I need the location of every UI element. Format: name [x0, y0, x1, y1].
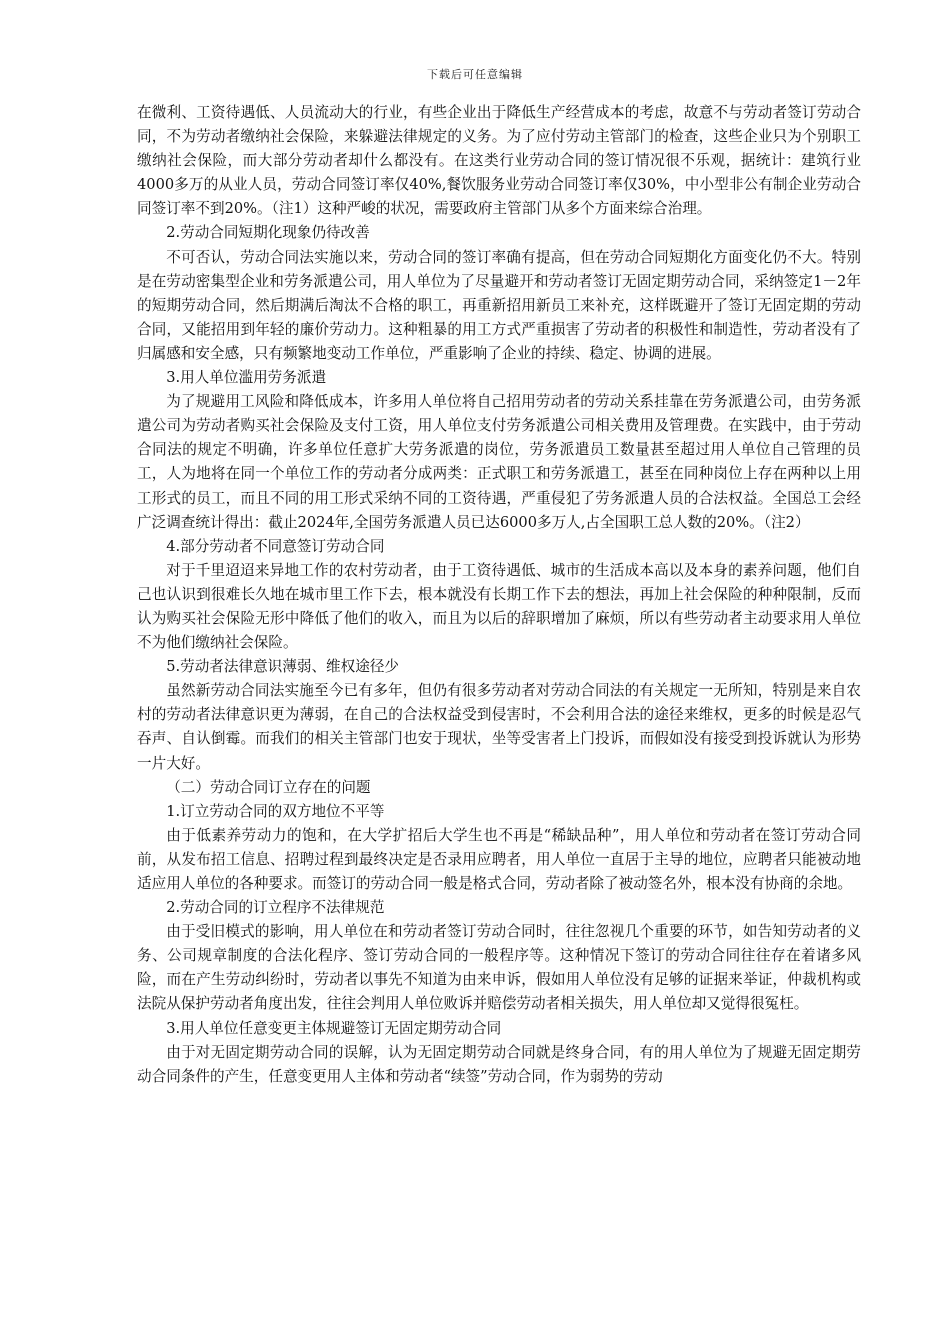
section-heading: 3.用人单位任意变更主体规避签订无固定期劳动合同 [166, 1019, 502, 1037]
section-heading: （二）劳动合同订立存在的问题 [166, 778, 371, 796]
paragraph: 由于受旧模式的影响，用人单位在和劳动者签订劳动合同时，往往忽视几个重要的环节，如告知劳动者的义务、公司规章制度的合法化程序、签订劳动合同的一般程序等。这种情况下签订的劳动合同往往存在着诸多风险，而在产生劳动纠纷时，劳动者以事先不知道为由来申诉，假如用人单位没有足够的证据来举证，仲裁机构或法院从保护劳动者角度出发，往往会判用人单位败诉并赔偿劳动者相关损失，用人单位却又觉得很冤枉。 [137, 923, 861, 1013]
page-header: 下载后可任意编辑 [427, 68, 523, 81]
section-heading: 2.劳动合同短期化现象仍待改善 [166, 224, 370, 242]
document-body [137, 101, 861, 1089]
paragraph: 由于对无固定期劳动合同的误解，认为无固定期劳动合同就是终身合同，有的用人单位为了规避无固定期劳动合同条件的产生，任意变更用人主体和劳动者“续签”劳动合同，作为弱势的劳动 [137, 1043, 861, 1085]
paragraph-continued: 在微利、工资待遇低、人员流动大的行业，有些企业出于降低生产经营成本的考虑，故意不与劳动者签订劳动合同，不为劳动者缴纳社会保险，来躲避法律规定的义务。为了应付劳动主管部门的检查，这些企业只为个别职工缴纳社会保险，而大部分劳动者却什么都没有。在这类行业劳动合同的签订情况很不乐观，据统计：建筑行业4000多万的从业人员，劳动合同签订率仅40%,餐饮服务业劳动合同签订率仅30%，中小型非公有制企业劳动合同签订率不到20%。（注1）这种严峻的状况，需要政府主管部门从多个方面来综合治理。 [137, 104, 861, 218]
paragraph: 为了规避用工风险和降低成本，许多用人单位将自己招用劳动者的劳动关系挂靠在劳务派遣公司，由劳务派遣公司为劳动者购买社会保险及支付工资，用人单位支付劳务派遣公司相关费用及管理费。在实践中，由于劳动合同法的规定不明确，许多单位任意扩大劳务派遣的岗位，劳务派遣员工数量甚至超过用人单位自己管理的员工，人为地将在同一个单位工作的劳动者分成两类：正式职工和劳务派遣工，甚至在同种岗位上存在两种以上用工形式的员工，而且不同的用工形式采纳不同的工资待遇，严重侵犯了劳务派遣人员的合法权益。全国总工会经广泛调查统计得出：截止2024年,全国劳务派遣人员已达6000多万人,占全国职工总人数的20%。（注2） [137, 393, 861, 531]
paragraph: 由于低素养劳动力的饱和，在大学扩招后大学生也不再是“稀缺品种”，用人单位和劳动者在签订劳动合同前，从发布招工信息、招聘过程到最终决定是否录用应聘者，用人单位一直居于主导的地位，应聘者只能被动地适应用人单位的各种要求。而签订的劳动合同一般是格式合同，劳动者除了被动签名外，根本没有协商的余地。 [137, 826, 861, 892]
section-heading: 3.用人单位滥用劳务派遣 [166, 369, 327, 387]
section-heading: 4.部分劳动者不同意签订劳动合同 [166, 537, 385, 555]
paragraph: 不可否认，劳动合同法实施以来，劳动合同的签订率确有提高，但在劳动合同短期化方面变化仍不大。特别是在劳动密集型企业和劳务派遣公司，用人单位为了尽量避开和劳动者签订无固定期劳动合同，采纳签定1－2年的短期劳动合同，然后期满后淘汰不合格的职工，再重新招用新员工来补充，这样既避开了签订无固定期的劳动合同，又能招用到年轻的廉价劳动力。这种粗暴的用工方式严重损害了劳动者的积极性和制造性，劳动者没有了归属感和安全感，只有频繁地变动工作单位，严重影响了企业的持续、稳定、协调的进展。 [137, 248, 861, 362]
section-heading: 5.劳动者法律意识薄弱、维权途径少 [166, 658, 400, 676]
paragraph: 对于千里迢迢来异地工作的农村劳动者，由于工资待遇低、城市的生活成本高以及本身的素养问题，他们自己也认识到很难长久地在城市里工作下去，根本就没有长期工作下去的想法，再加上社会保险的种种限制，反而认为购买社会保险无形中降低了他们的收入，而且为以后的辞职增加了麻烦，所以有些劳动者主动要求用人单位不为他们缴纳社会保险。 [137, 561, 861, 652]
section-heading: 1.订立劳动合同的双方地位不平等 [166, 802, 385, 820]
section-heading: 2.劳动合同的订立程序不法律规范 [166, 899, 385, 917]
paragraph: 虽然新劳动合同法实施至今已有多年，但仍有很多劳动者对劳动合同法的有关规定一无所知，特别是来自农村的劳动者法律意识更为薄弱，在自己的合法权益受到侵害时，不会利用合法的途径来维权，更多的时候是忍气吞声、自认倒霉。而我们的相关主管部门也安于现状，坐等受害者上门投诉，而假如没有接受到投诉就认为形势一片大好。 [137, 682, 861, 772]
